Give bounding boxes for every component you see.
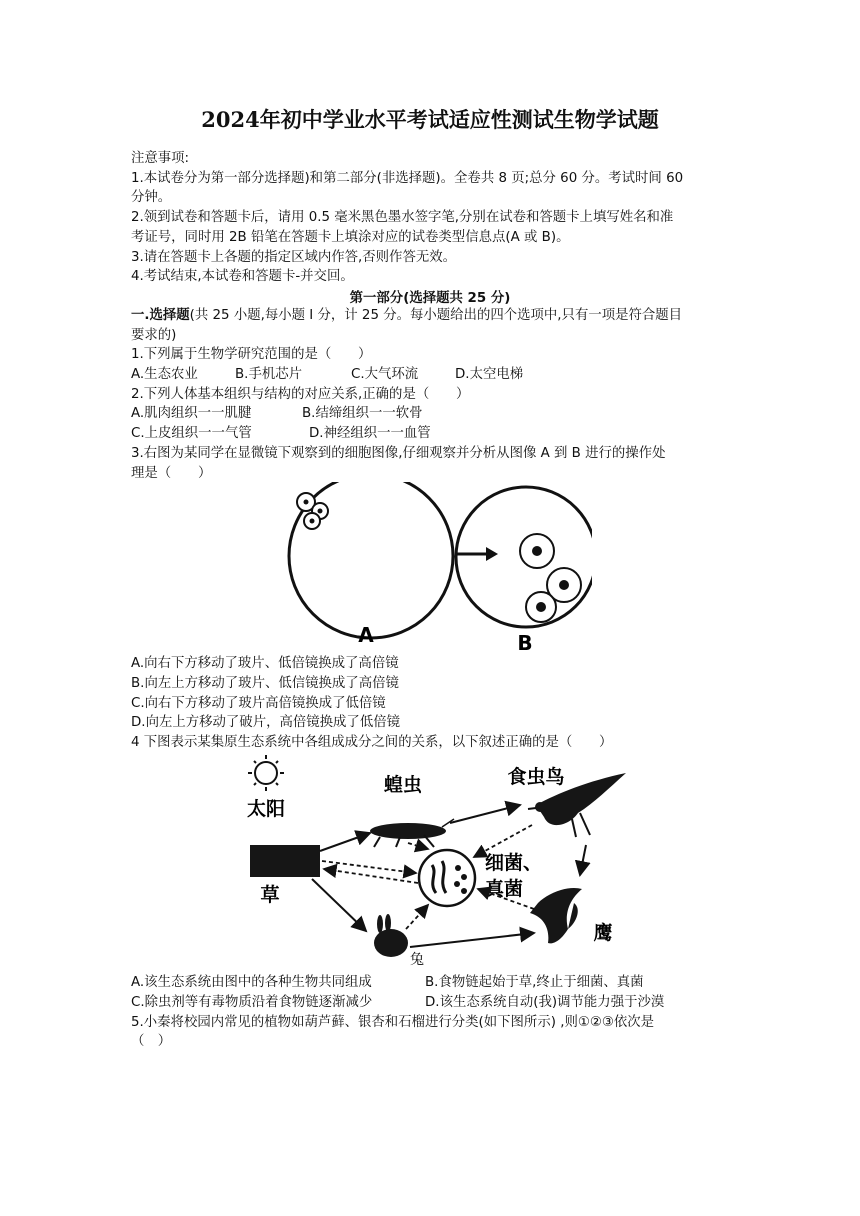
arrow (457, 547, 498, 561)
q2-options-row1 (131, 405, 423, 423)
notice-line-5: 3.请在答题卡上各题的指定区域内作答,否则作答无效。 (131, 250, 457, 265)
section-intro (131, 307, 682, 325)
section-label: 一.选择题 (131, 308, 190, 323)
q2-option-c[interactable]: C.上皮组织一一气管 (131, 426, 252, 441)
decomposer-label-1: 细菌、 (485, 852, 543, 874)
notice-line-6: 4.考试结束,本试卷和答题卡-并交回。 (131, 269, 354, 284)
section-text-2: 要求的) (131, 328, 177, 343)
q4-option-b[interactable]: B.食物链起始于草,终止于细菌、真菌 (425, 975, 644, 990)
q4-stem: 4 下图表示某集原生态系统中各组成成分之间的关系，以下叙述正确的是（ ） (131, 735, 613, 750)
q2-options-row2 (131, 425, 431, 443)
q5-stem: 5.小秦将校园内常见的植物如葫芦藓、银杏和石榴进行分类(如下图所示) ,则①②③依次是 (131, 1015, 655, 1030)
microscope-figure (262, 482, 592, 656)
decomposer-icon (419, 850, 475, 906)
notice-line-2: 分钟。 (131, 190, 172, 205)
rabbit-icon (374, 914, 408, 957)
locust-icon (370, 819, 454, 847)
rabbit-label: 兔 (410, 952, 424, 968)
q4-options-row1 (131, 974, 644, 992)
exam-title: 2024年初中学业水平考试适应性测试生物学试题 (201, 107, 659, 132)
notice-line-4: 考证号，同时用 2B 铅笔在答题卡上填涂对应的试卷类型信息点(A 或 B)。 (131, 230, 570, 245)
q1-options (131, 366, 523, 384)
q4-option-a[interactable]: A.该生态系统由图中的各种生物共同组成 (131, 975, 372, 990)
q1-option-d[interactable]: D.太空电梯 (455, 367, 524, 382)
field-b (456, 487, 592, 655)
eagle-label: 鹰 (593, 922, 613, 944)
grass-block (250, 845, 320, 877)
q3-option-c[interactable]: C.向右下方移动了玻片高倍镜换成了低倍镜 (131, 696, 386, 711)
q4-option-d[interactable]: D.该生态系统自动(我)调节能力强于沙漠 (425, 995, 665, 1010)
eagle-icon (530, 888, 582, 943)
notice-line-1: 1.本试卷分为第一部分选择题)和第二部分(非选择题)。全卷共 8 页;总分 60 分。考试时间 60 (131, 171, 684, 186)
q3-option-d[interactable]: D.向左上方移动了破片，高倍镜换成了低倍镜 (131, 715, 400, 730)
notice-line-3: 2.领到试卷和答题卡后，请用 0.5 毫米黑色墨水签字笔,分别在试卷和答题卡上填写姓名和准 (131, 210, 674, 225)
q1-stem: 1.下列属于生物学研究范围的是（ ） (131, 347, 372, 362)
q5-stem-2: （ ） (131, 1034, 172, 1049)
notice-heading: 注意事项: (131, 151, 190, 166)
q2-option-b[interactable]: B.结缔组织一一软骨 (302, 406, 423, 421)
q1-option-b[interactable]: B.手机芯片 (235, 367, 303, 382)
label-a: A (358, 623, 374, 647)
sun-label: 太阳 (246, 798, 286, 820)
section-text: (共 25 小题,每小题 I 分，计 25 分。每小题给出的四个选项中,只有一项是符合题目 (189, 308, 683, 323)
q3-stem: 3.右图为某同学在显微镜下观察到的细胞图像,仔细观察并分析从图像 A 到 B 进行的操作处 (131, 446, 666, 461)
q3-option-a[interactable]: A.向右下方移动了玻片、低倍镜换成了高倍镜 (131, 656, 399, 671)
decomposer-label-2: 真菌 (485, 878, 524, 900)
label-b: B (517, 631, 533, 655)
q3-option-b[interactable]: B.向左上方移动了玻片、低信镜换成了高倍镜 (131, 676, 399, 691)
bird-label: 食虫鸟 (507, 766, 565, 788)
q4-option-c[interactable]: C.除虫剂等有毒物质沿着食物链逐渐减少 (131, 995, 373, 1010)
locust-label: 蝗虫 (383, 774, 423, 796)
q1-option-c[interactable]: C.大气环流 (351, 367, 419, 382)
sun-icon (248, 755, 284, 791)
part1-heading: 第一部分(选择题共 25 分) (349, 291, 511, 306)
q1-option-a[interactable]: A.生态农业 (131, 367, 198, 382)
field-a (289, 482, 453, 647)
q4-options-row2 (131, 994, 664, 1012)
q2-stem: 2.下列人体基本组织与结构的对应关系,正确的是（ ） (131, 387, 470, 402)
q2-option-d[interactable]: D.神经组织一一血管 (309, 426, 431, 441)
grass-label: 草 (260, 884, 280, 906)
ecosystem-figure (228, 753, 638, 971)
q3-stem-2: 理是（ ） (131, 466, 212, 481)
q2-option-a[interactable]: A.肌肉组织一一肌腱 (131, 406, 252, 421)
